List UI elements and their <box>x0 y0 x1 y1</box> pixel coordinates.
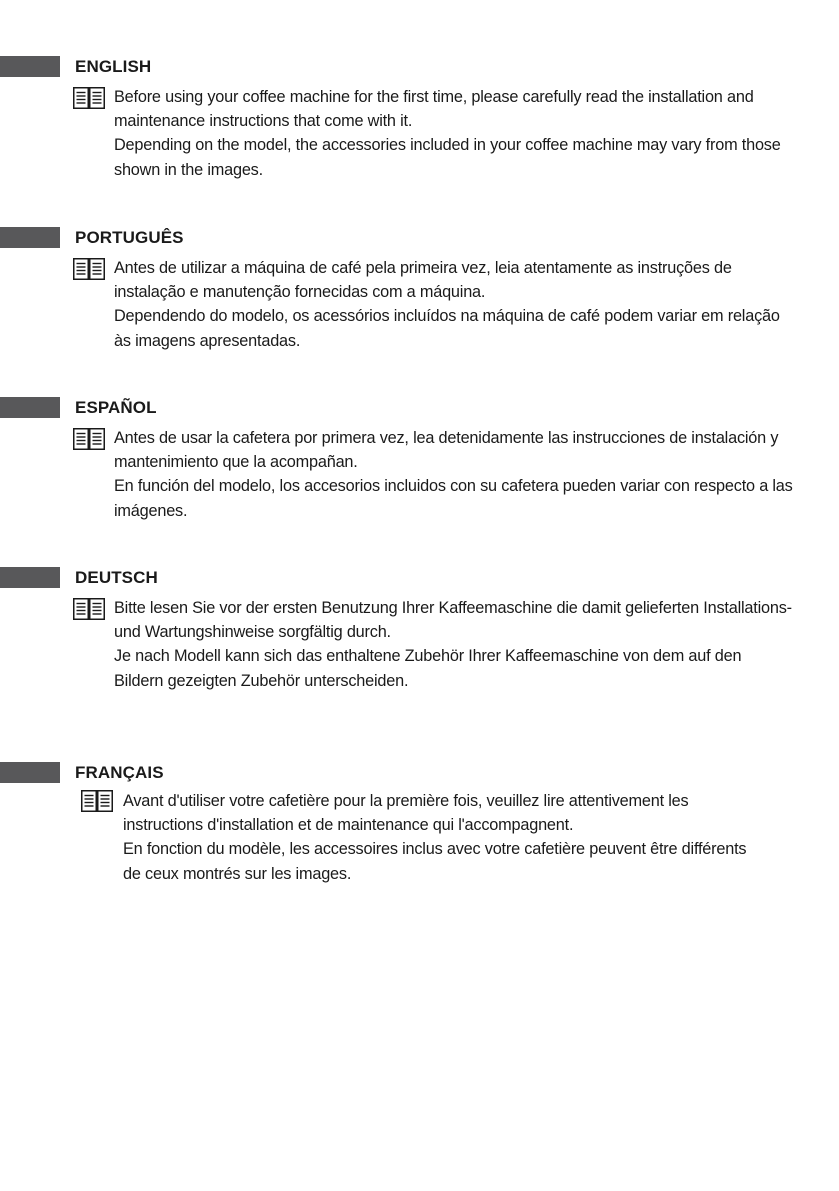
instructions-paragraph: Bitte lesen Sie vor der ersten Benutzung Ihrer Kaffeemaschine die damit gelieferten Installations- und Wartungshinweise sorgfältig durch. <box>114 599 792 642</box>
section-heading: ENGLISH <box>75 57 152 76</box>
section-tab-marker <box>0 227 60 248</box>
section-tab-marker <box>0 567 60 588</box>
open-book-icon <box>73 258 105 280</box>
accessories-paragraph: Depending on the model, the accessories included in your coffee machine may vary from those shown in the images. <box>114 136 781 179</box>
section-heading: DEUTSCH <box>75 568 158 587</box>
accessories-paragraph: Je nach Modell kann sich das enthaltene Zubehör Ihrer Kaffeemaschine von dem auf den Bildern gezeigten Zubehör unterscheiden. <box>114 647 742 690</box>
instructions-paragraph: Antes de utilizar a máquina de café pela primeira vez, leia atentamente as instruções de instalação e manutenção fornecidas com a máquina. <box>114 259 732 302</box>
section-heading: FRANÇAIS <box>75 763 164 782</box>
section-body <box>114 596 794 693</box>
open-book-icon <box>73 598 105 620</box>
accessories-paragraph: En fonction du modèle, les accessoires inclus avec votre cafetière peuvent être différents de ceux montrés sur les images. <box>123 840 747 883</box>
accessories-paragraph: En función del modelo, los accesorios incluidos con su cafetera pueden variar con respecto a las imágenes. <box>114 477 793 520</box>
instructions-paragraph: Avant d'utiliser votre cafetière pour la première fois, veuillez lire attentivement les instructions d'installation et de maintenance qui l'accompagnent. <box>123 792 689 835</box>
open-book-icon <box>73 87 105 109</box>
section-body <box>114 426 794 523</box>
section-body <box>114 256 794 353</box>
section-body <box>114 85 794 182</box>
section-heading: ESPAÑOL <box>75 398 157 417</box>
section-body <box>123 789 753 886</box>
section-heading: PORTUGUÊS <box>75 228 184 247</box>
accessories-paragraph: Dependendo do modelo, os acessórios incluídos na máquina de café podem variar em relação às imagens apresentadas. <box>114 307 780 350</box>
open-book-icon <box>81 790 113 812</box>
section-tab-marker <box>0 56 60 77</box>
section-tab-marker <box>0 397 60 418</box>
instructions-paragraph: Antes de usar la cafetera por primera vez, lea detenidamente las instrucciones de instalación y mantenimiento que la acompañan. <box>114 429 779 472</box>
open-book-icon <box>73 428 105 450</box>
section-tab-marker <box>0 762 60 783</box>
instructions-paragraph: Before using your coffee machine for the first time, please carefully read the installation and maintenance instructions that come with it. <box>114 88 754 131</box>
